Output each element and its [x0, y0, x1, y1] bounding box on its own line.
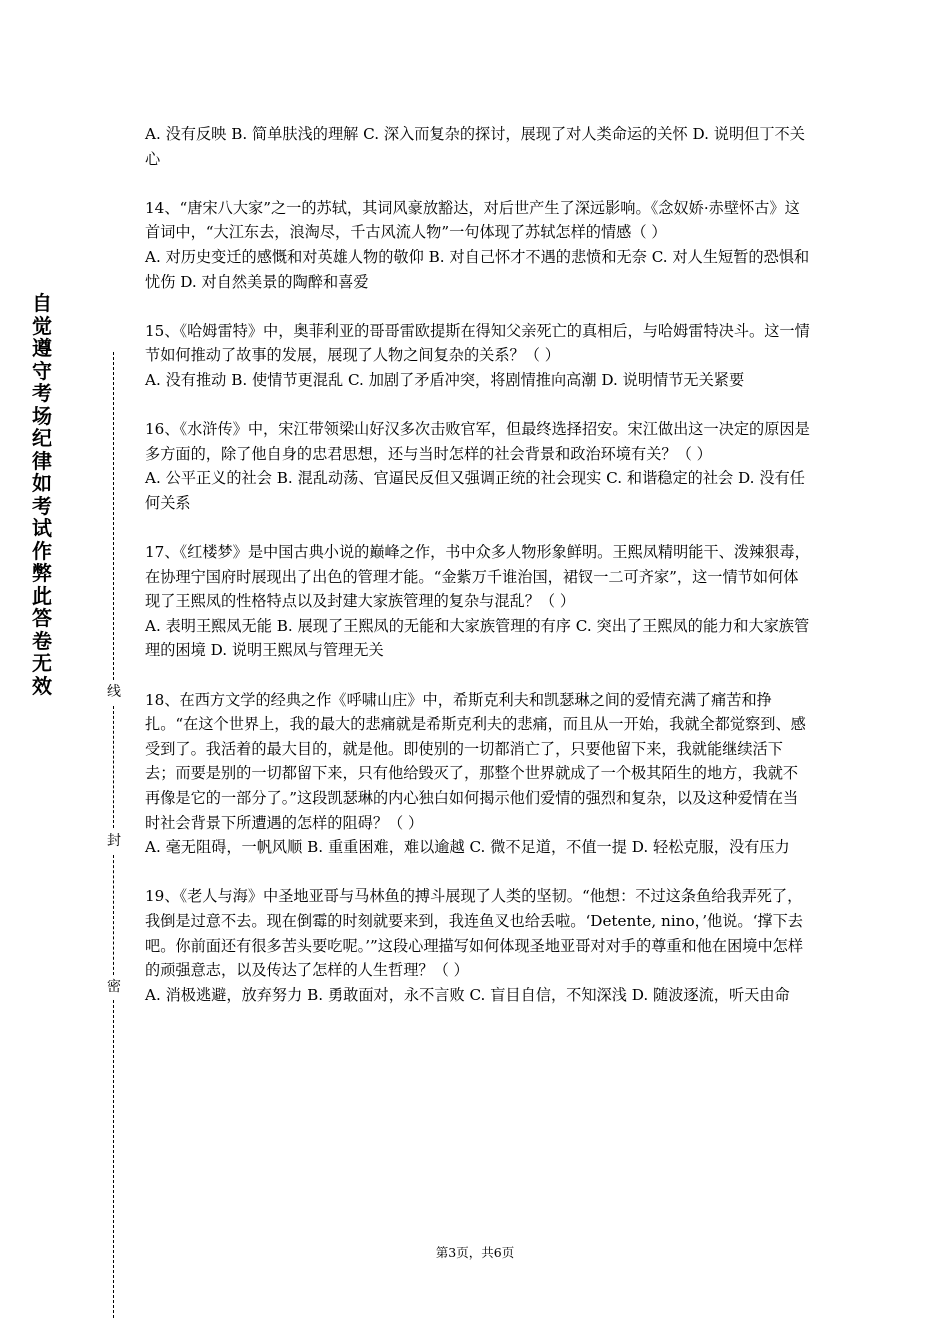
question-options: A. 公平正义的社会 B. 混乱动荡、官逼民反但又强调正统的社会现实 C. 和谐稳定的社会 D. 没有任何关系	[145, 469, 805, 512]
question-stem: 19、《老人与海》中圣地亚哥与马林鱼的搏斗展现了人类的坚韧。“他想：不过这条鱼给我弄死了，我倒是过意不去。现在倒霉的时刻就要来到，我连鱼叉也给丢啦。‘Detente, nino，’他说。‘撑下去吧。你前面还有很多苦头要吃呢。’”这段心理描写如何体现圣地亚哥对对手的尊重和他在困境中怎样的顽强意志，以及传达了怎样的人生哲理？（ ）	[145, 887, 804, 980]
question-stem: 14、“唐宋八大家”之一的苏轼，其词风豪放豁达，对后世产生了深远影响。《念奴娇·赤壁怀古》这首词中，“大江东去，浪淘尽，千古风流人物”一句体现了苏轼怎样的情感（ ）	[145, 198, 800, 242]
question-13	[145, 122, 813, 171]
binding-dashed-line	[113, 706, 114, 828]
page-number: 第3页，共6页	[435, 1245, 515, 1260]
question-options: A. 消极逃避，放弃努力 B. 勇敢面对，永不言败 C. 盲目自信，不知深浅 D. 随波逐流，听天由命	[145, 985, 790, 1004]
seal-mark-xian: 线	[104, 683, 124, 701]
seal-mark-feng: 封	[104, 832, 124, 850]
question-list	[145, 122, 813, 1007]
binding-dashed-line	[113, 1000, 114, 1318]
question-options: A. 毫无阻碍，一帆风顺 B. 重重困难，难以逾越 C. 微不足道，不值一提 D. 轻松克服，没有压力	[145, 838, 790, 857]
question-stem: 17、《红楼梦》是中国古典小说的巅峰之作，书中众多人物形象鲜明。王熙凤精明能干、泼辣狠毒，在协理宁国府时展现出了出色的管理才能。“金紫万千谁治国，裙钗一二可齐家”，这一情节如何体现了王熙凤的性格特点以及封建大家族管理的复杂与混乱？（ ）	[145, 543, 810, 611]
seal-mark-mi: 密	[104, 978, 124, 996]
question-options: A. 对历史变迁的感慨和对英雄人物的敬仰 B. 对自己怀才不遇的悲愤和无奈 C. 对人生短暂的恐惧和忧伤 D. 对自然美景的陶醉和喜爱	[145, 247, 810, 291]
question-18	[145, 688, 813, 860]
question-options: A. 没有反映 B. 简单肤浅的理解 C. 深入而复杂的探讨，展现了对人类命运的关怀 D. 说明但丁不关心	[145, 125, 805, 168]
question-17	[145, 540, 813, 663]
question-stem: 18、在西方文学的经典之作《呼啸山庄》中，希斯克利夫和凯瑟琳之间的爱情充满了痛苦和挣扎。“在这个世界上，我的最大的悲痛就是希斯克利夫的悲痛，而且从一开始，我就全都觉察到、感受到了。我活着的最大目的，就是他。即使别的一切都消亡了，只要他留下来，我就能继续活下去；而要是别的一切都留下来，只有他给毁灭了，那整个世界就成了一个极其陌生的地方，我就不再像是它的一部分了。”这段凯瑟琳的内心独白如何揭示他们爱情的强烈和复杂，以及这种爱情在当时社会背景下所遭遇的怎样的阻碍？（ ）	[145, 690, 806, 832]
question-14	[145, 196, 813, 294]
question-stem: 16、《水浒传》中，宋江带领梁山好汉多次击败官军，但最终选择招安。宋江做出这一决定的原因是多方面的，除了他自身的忠君思想，还与当时怎样的社会背景和政治环境有关？（ ）	[145, 420, 810, 463]
question-options: A. 没有推动 B. 使情节更混乱 C. 加剧了矛盾冲突，将剧情推向高潮 D. 说明情节无关紧要	[145, 370, 745, 389]
binding-dashed-line	[113, 855, 114, 975]
margin-binding-title: 自觉遵守考场纪律如考试作弊此答卷无效	[32, 291, 52, 698]
question-options: A. 表明王熙凤无能 B. 展现了王熙凤的无能和大家族管理的有序 C. 突出了王熙凤的能力和大家族管理的困境 D. 说明王熙凤与管理无关	[145, 616, 810, 660]
binding-dashed-line	[113, 352, 114, 680]
question-16	[145, 417, 813, 515]
question-15	[145, 319, 813, 393]
question-stem: 15、《哈姆雷特》中，奥菲利亚的哥哥雷欧提斯在得知父亲死亡的真相后，与哈姆雷特决斗。这一情节如何推动了故事的发展，展现了人物之间复杂的关系？（ ）	[145, 321, 810, 365]
question-19	[145, 884, 813, 1007]
